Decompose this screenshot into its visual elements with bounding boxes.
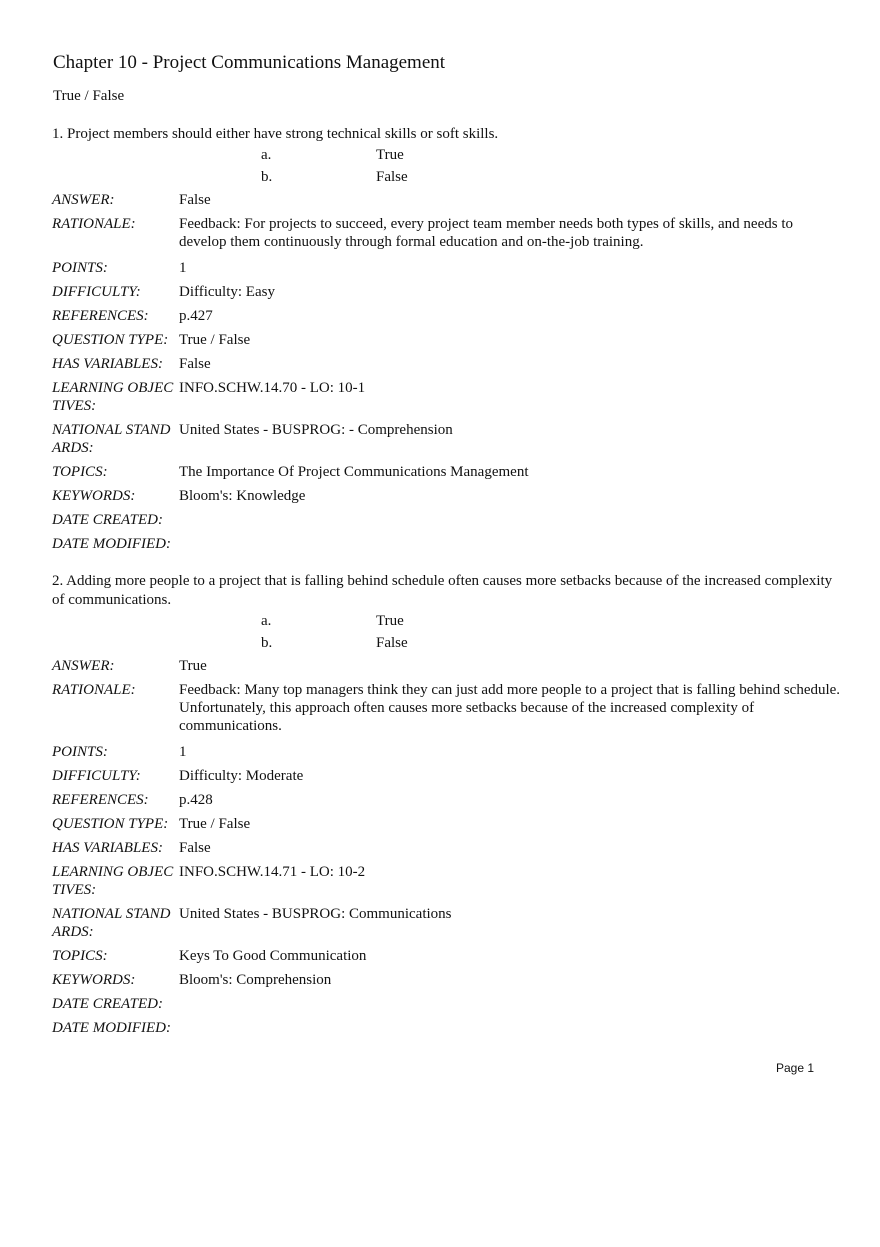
references-row (52, 305, 842, 329)
national-standards-label: NATIONAL STANDARDS: (52, 422, 171, 456)
date-modified-row (52, 1017, 842, 1041)
answer-label: ANSWER: (52, 658, 115, 674)
has-variables-label: HAS VARIABLES: (52, 840, 163, 856)
difficulty-value: Difficulty: Moderate (179, 768, 304, 784)
answer-label: ANSWER: (52, 192, 115, 208)
points-row (52, 257, 842, 281)
choice-letter: b. (261, 169, 273, 185)
difficulty-label: DIFFICULTY: (52, 768, 141, 784)
choice-letter: b. (261, 635, 273, 651)
question-metadata (52, 189, 842, 557)
answer-row (52, 189, 842, 213)
answer-value: False (179, 192, 211, 208)
difficulty-label: DIFFICULTY: (52, 284, 141, 300)
has-variables-row (52, 353, 842, 377)
keywords-row (52, 485, 842, 509)
choice-item (52, 144, 842, 166)
national-standards-value: United States - BUSPROG: - Comprehension (179, 422, 453, 438)
learning-objectives-row (52, 377, 842, 419)
difficulty-row (52, 281, 842, 305)
topics-row (52, 945, 842, 969)
question-stem: 2. Adding more people to a project that is falling behind schedule often causes more setbacks because of the increased complexity of communications. (52, 573, 833, 608)
rationale-value: Feedback: Many top managers think they can just add more people to a project that is falling behind schedule. Unfortunately, this approach often causes more setbacks because of the increased complexity of communications. (179, 682, 841, 734)
choice-text: True (376, 613, 404, 629)
question-type-label: QUESTION TYPE: (52, 816, 169, 832)
choice-item (52, 166, 842, 188)
rationale-value: Feedback: For projects to succeed, every project team member needs both types of skills, and needs to develop them continuously through formal education and on-the-job training. (179, 216, 793, 250)
references-row (52, 789, 842, 813)
learning-objectives-label: LEARNING OBJECTIVES: (52, 864, 174, 898)
date-created-label: DATE CREATED: (52, 996, 163, 1012)
choice-item (52, 632, 842, 654)
keywords-label: KEYWORDS: (52, 488, 136, 504)
learning-objectives-row (52, 861, 842, 903)
rationale-row (52, 213, 842, 257)
learning-objectives-value: INFO.SCHW.14.71 - LO: 10-2 (179, 864, 366, 880)
difficulty-row (52, 765, 842, 789)
page-title: Chapter 10 - Project Communications Management (53, 52, 446, 73)
question-metadata (52, 655, 842, 1041)
date-created-label: DATE CREATED: (52, 512, 163, 528)
choice-list (52, 144, 842, 188)
references-label: REFERENCES: (52, 308, 149, 324)
date-created-row (52, 509, 842, 533)
topics-value: The Importance Of Project Communications Management (179, 464, 529, 480)
page-number: Page 1 (776, 1061, 815, 1075)
has-variables-value: False (179, 840, 211, 856)
choice-letter: a. (261, 147, 272, 163)
answer-value: True (179, 658, 207, 674)
choice-text: False (376, 635, 408, 651)
choice-text: True (376, 147, 404, 163)
learning-objectives-value: INFO.SCHW.14.70 - LO: 10-1 (179, 380, 366, 396)
difficulty-value: Difficulty: Easy (179, 284, 275, 300)
national-standards-label: NATIONAL STANDARDS: (52, 906, 171, 940)
points-row (52, 741, 842, 765)
national-standards-row (52, 419, 842, 461)
rationale-row (52, 679, 842, 741)
national-standards-value: United States - BUSPROG: Communications (179, 906, 452, 922)
question-block (52, 125, 842, 557)
keywords-value: Bloom's: Comprehension (179, 972, 332, 988)
references-label: REFERENCES: (52, 792, 149, 808)
rationale-label: RATIONALE: (52, 682, 136, 698)
date-modified-label: DATE MODIFIED: (52, 1020, 171, 1036)
date-created-row (52, 993, 842, 1017)
rationale-label: RATIONALE: (52, 216, 136, 232)
question-type-row (52, 813, 842, 837)
learning-objectives-label: LEARNING OBJECTIVES: (52, 380, 174, 414)
references-value: p.427 (179, 308, 213, 324)
references-value: p.428 (179, 792, 213, 808)
choice-letter: a. (261, 613, 272, 629)
has-variables-label: HAS VARIABLES: (52, 356, 163, 372)
question-stem: 1. Project members should either have strong technical skills or soft skills. (52, 126, 499, 142)
topics-value: Keys To Good Communication (179, 948, 367, 964)
question-block (52, 572, 842, 1041)
question-type-row (52, 329, 842, 353)
points-label: POINTS: (52, 260, 108, 276)
choice-item (52, 610, 842, 632)
choice-text: False (376, 169, 408, 185)
question-type-label: QUESTION TYPE: (52, 332, 169, 348)
topics-label: TOPICS: (52, 464, 108, 480)
date-modified-label: DATE MODIFIED: (52, 536, 171, 552)
question-type-value: True / False (179, 816, 251, 832)
topics-label: TOPICS: (52, 948, 108, 964)
topics-row (52, 461, 842, 485)
answer-row (52, 655, 842, 679)
keywords-value: Bloom's: Knowledge (179, 488, 306, 504)
has-variables-value: False (179, 356, 211, 372)
keywords-row (52, 969, 842, 993)
has-variables-row (52, 837, 842, 861)
points-label: POINTS: (52, 744, 108, 760)
keywords-label: KEYWORDS: (52, 972, 136, 988)
section-label: True / False (53, 88, 125, 104)
date-modified-row (52, 533, 842, 557)
choice-list (52, 610, 842, 654)
national-standards-row (52, 903, 842, 945)
points-value: 1 (179, 744, 187, 760)
question-type-value: True / False (179, 332, 251, 348)
points-value: 1 (179, 260, 187, 276)
